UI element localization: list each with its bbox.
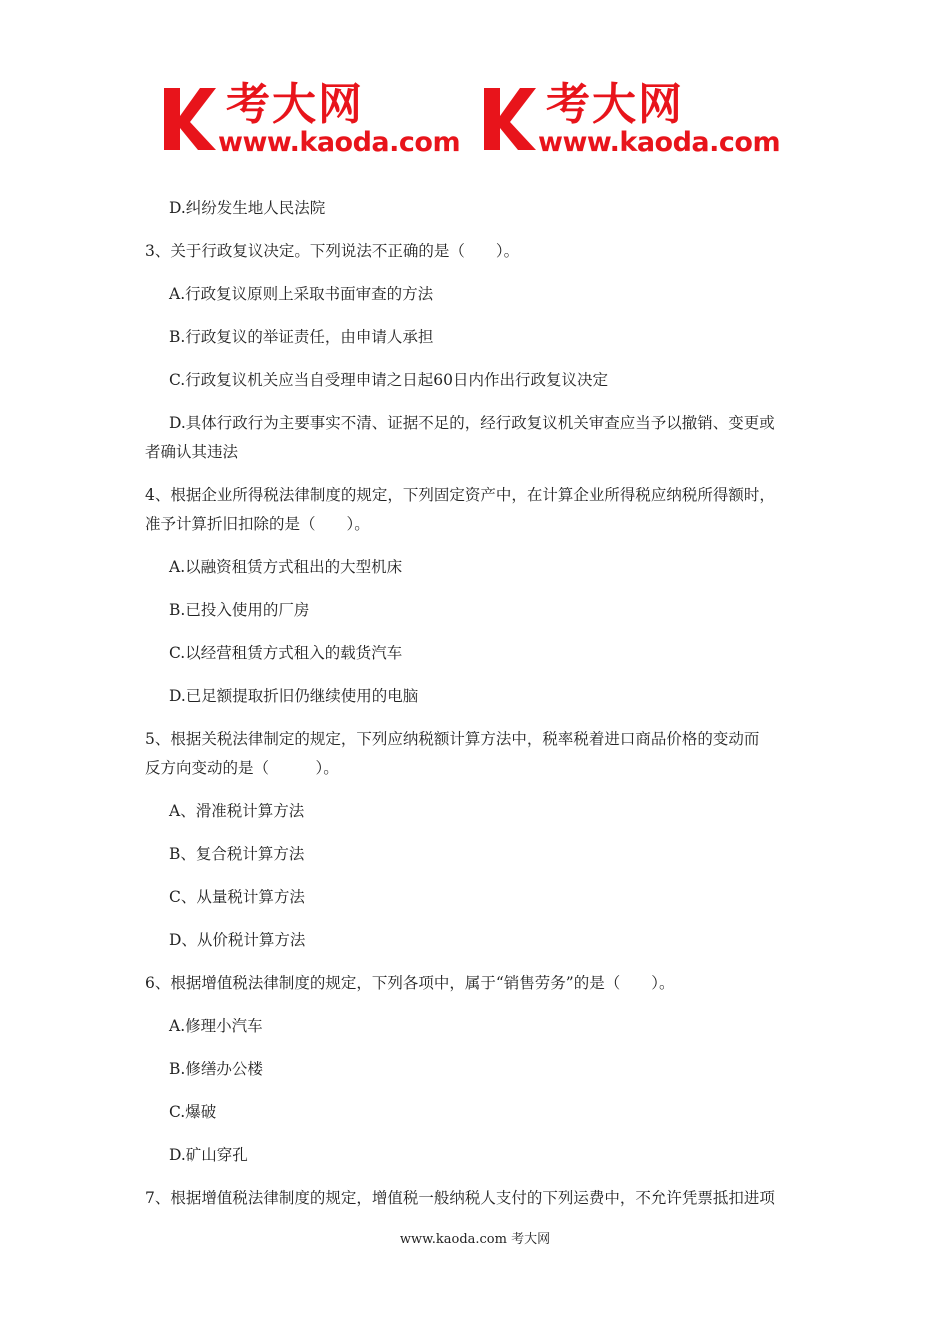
question [145, 725, 810, 783]
option-text: D.已足额提取折旧仍继续使用的电脑 [169, 687, 419, 705]
kaoda-logo[interactable] [160, 80, 476, 160]
option-text: A、滑准税计算方法 [169, 802, 305, 820]
answer-option [145, 639, 810, 668]
option-text: A.修理小汽车 [169, 1017, 263, 1035]
answer-option [145, 1141, 810, 1170]
option-text: A.行政复议原则上采取书面审查的方法 [169, 285, 434, 303]
question-text-continued: 准予计算折旧扣除的是（ ）。 [145, 515, 370, 533]
question-text: 3、关于行政复议决定。下列说法不正确的是（ ）。 [145, 242, 520, 260]
question-text: 7、根据增值税法律制度的规定，增值税一般纳税人支付的下列运费中，不允许凭票抵扣进项 [145, 1189, 775, 1207]
k-logo-icon [160, 82, 220, 154]
answer-option [145, 194, 810, 223]
logo-chinese-text: 考大网 [226, 79, 364, 130]
header-logos [160, 80, 800, 160]
answer-option [145, 1055, 810, 1084]
question-text: 6、根据增值税法律制度的规定，下列各项中，属于“销售劳务”的是（ ）。 [145, 974, 675, 992]
answer-option [145, 596, 810, 625]
question-text-continued: 反方向变动的是（ ）。 [145, 759, 339, 777]
question-text: 5、根据关税法律制定的规定，下列应纳税额计算方法中，税率税着进口商品价格的变动而 [145, 730, 760, 748]
logo-chinese-text: 考大网 [546, 79, 684, 130]
answer-option [145, 926, 810, 955]
answer-option [145, 409, 810, 467]
logo-url-text: www.kaoda.com [538, 127, 781, 158]
answer-option [145, 1012, 810, 1041]
option-text: D.矿山穿孔 [169, 1146, 248, 1164]
question-text: 4、根据企业所得税法律制度的规定，下列固定资产中，在计算企业所得税应纳税所得额时， [145, 486, 775, 504]
answer-option [145, 366, 810, 395]
option-text: B.修缮办公楼 [169, 1060, 263, 1078]
option-text: B、复合税计算方法 [169, 845, 305, 863]
option-text: B.已投入使用的厂房 [169, 601, 310, 619]
option-text: D.具体行政行为主要事实不清、证据不足的，经行政复议机关审查应当予以撤销、变更或 [169, 414, 775, 432]
answer-option [145, 883, 810, 912]
question [145, 481, 810, 539]
option-text: D、从价税计算方法 [169, 931, 306, 949]
answer-option [145, 682, 810, 711]
option-text: C.以经营租赁方式租入的载货汽车 [169, 644, 403, 662]
option-text: C.爆破 [169, 1103, 217, 1121]
answer-option [145, 797, 810, 826]
answer-option [145, 840, 810, 869]
document-body [145, 194, 810, 1227]
answer-option [145, 323, 810, 352]
kaoda-logo[interactable] [480, 80, 796, 160]
logo-url-text: www.kaoda.com [218, 127, 461, 158]
k-logo-icon [480, 82, 540, 154]
option-text: C、从量税计算方法 [169, 888, 305, 906]
option-text-continued: 者确认其违法 [145, 443, 239, 461]
answer-option [145, 1098, 810, 1127]
question [145, 969, 810, 998]
option-text: D.纠纷发生地人民法院 [169, 199, 326, 217]
option-text: A.以融资租赁方式租出的大型机床 [169, 558, 403, 576]
question [145, 237, 810, 266]
option-text: B.行政复议的举证责任，由申请人承担 [169, 328, 434, 346]
page-footer[interactable]: www.kaoda.com 考大网 [399, 1232, 551, 1247]
answer-option [145, 553, 810, 582]
option-text: C.行政复议机关应当自受理申请之日起60日内作出行政复议决定 [169, 371, 608, 389]
answer-option [145, 280, 810, 309]
question [145, 1184, 810, 1213]
